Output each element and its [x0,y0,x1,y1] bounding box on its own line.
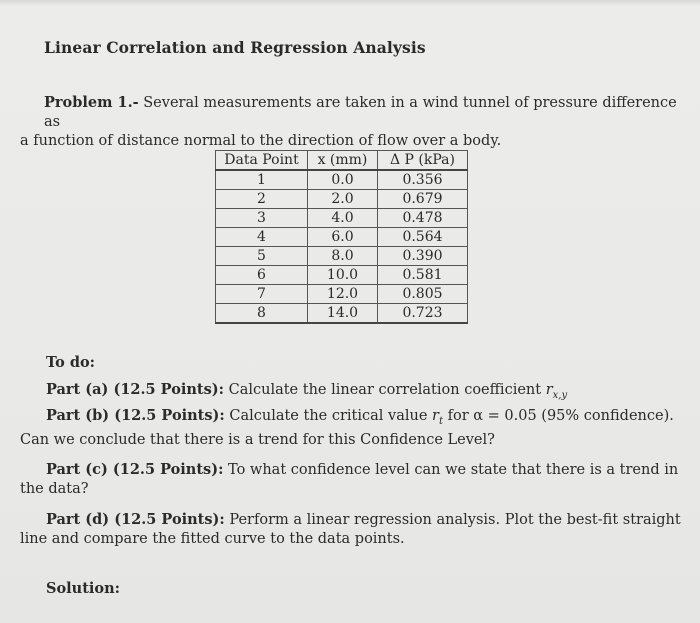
page-top-edge [0,0,700,6]
part-b [20,406,685,450]
part-b-symbol: r [432,408,439,424]
cell-dp: 0.356 [378,170,468,190]
part-b-text2: for [447,408,469,424]
cell-point: 5 [216,247,308,266]
part-b-label: Part (b) (12.5 Points): [46,407,225,424]
cell-point: 4 [216,228,308,247]
part-c [20,460,685,499]
cell-x: 4.0 [308,209,378,228]
part-c-label: Part (c) (12.5 Points): [46,461,224,478]
cell-point: 1 [216,170,308,190]
todo-label: To do: [46,354,96,371]
table-row [216,228,468,247]
part-a-symbol: r [545,382,553,398]
cell-x: 8.0 [308,247,378,266]
header-delta-p: Δ P (kPa) [378,151,468,171]
solution-label: Solution: [46,580,120,597]
table-header-row [216,151,468,171]
problem-text-line2: a function of distance normal to the direction of flow over a body. [20,133,502,149]
cell-point: 8 [216,304,308,324]
part-d-text1: Perform a linear regression analysis. Plot the best-fit straight [229,512,681,528]
cell-dp: 0.564 [378,228,468,247]
part-d [20,510,685,549]
part-a-label: Part (a) (12.5 Points): [46,381,224,398]
cell-dp: 0.723 [378,304,468,324]
problem-statement [20,93,680,151]
cell-x: 10.0 [308,266,378,285]
cell-dp: 0.581 [378,266,468,285]
cell-x: 0.0 [308,170,378,190]
cell-x: 12.0 [308,285,378,304]
cell-point: 6 [216,266,308,285]
part-a [20,380,685,405]
part-b-line2: Can we conclude that there is a trend for this Confidence Level? [20,431,495,448]
problem-text-line1: Several measurements are taken in a wind tunnel of pressure difference as [44,95,677,130]
part-c-line2: the data? [20,481,89,497]
part-a-subscript: x,y [552,389,568,401]
cell-point: 2 [216,190,308,209]
part-a-text: Calculate the linear correlation coefficient [228,382,542,398]
cell-x: 2.0 [308,190,378,209]
header-data-point: Data Point [216,151,308,171]
table-row [216,247,468,266]
table-row [216,285,468,304]
cell-dp: 0.390 [378,247,468,266]
part-b-text1: Calculate the critical value [229,408,428,424]
table-row [216,190,468,209]
part-c-text1: To what confidence level can we state that there is a trend in [228,462,679,478]
header-x-mm: x (mm) [308,151,378,171]
data-table [215,150,468,324]
cell-x: 6.0 [308,228,378,247]
cell-point: 7 [216,285,308,304]
table-row [216,304,468,324]
table-row [216,266,468,285]
table-row [216,209,468,228]
table-row [216,170,468,190]
part-b-subscript: t [438,415,443,427]
cell-dp: 0.805 [378,285,468,304]
part-d-label: Part (d) (12.5 Points): [46,511,225,528]
cell-x: 14.0 [308,304,378,324]
part-b-alpha: α = 0.05 (95% confidence). [473,408,674,424]
cell-dp: 0.478 [378,209,468,228]
problem-label: Problem 1.- [44,94,139,111]
cell-dp: 0.679 [378,190,468,209]
cell-point: 3 [216,209,308,228]
part-d-line2: line and compare the fitted curve to the data points. [20,531,405,547]
document-title: Linear Correlation and Regression Analysis [44,38,426,57]
